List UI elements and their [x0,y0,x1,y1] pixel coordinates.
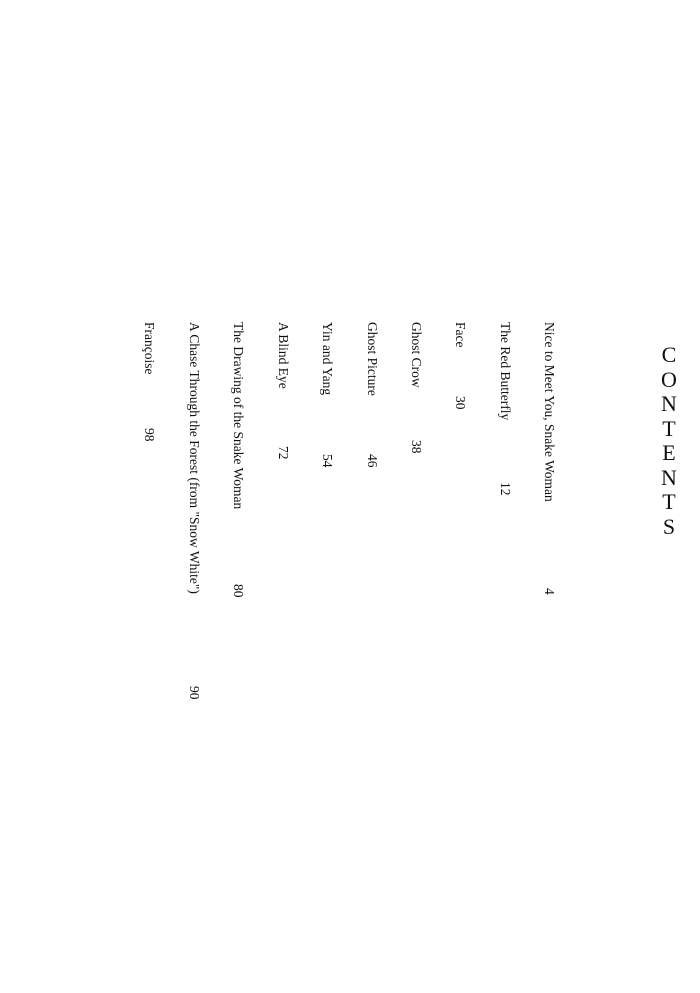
toc-entry-page-number: 12 [498,482,513,496]
toc-entry-page-number: 30 [453,396,468,410]
toc-entry-title: Face [453,322,468,348]
toc-entry-title: The Red Butterfly [498,322,513,421]
toc-entry-title: The Drawing of the Snake Woman [231,322,246,510]
heading-letter: N [661,391,677,416]
toc-entry-title: Ghost Picture [365,322,380,396]
toc-entry-title: A Chase Through the Forest (from "Snow White") [187,322,202,594]
toc-entry-page-number: 38 [409,440,424,454]
toc-entry-page-number: 98 [142,428,157,442]
toc-entry-title: Yin and Yang [320,322,335,396]
heading-letter: C [661,342,677,367]
heading-letter: T [662,415,676,441]
heading-letter: T [662,489,676,514]
contents-heading [656,343,682,539]
toc-entry-page-number: 46 [365,454,380,468]
toc-entry-page-number: 80 [231,584,246,598]
toc-entry-page-number: 72 [276,446,291,460]
toc-entry-title: A Blind Eye [276,322,291,389]
heading-letter: O [661,366,677,392]
heading-letter: N [661,464,677,490]
heading-letter: S [662,513,676,539]
toc-entry-page-number: 54 [320,454,335,468]
toc-entry-page-number: 90 [187,686,202,700]
heading-letter: E [662,440,676,465]
toc-entry-title: Françoise [142,322,157,375]
toc-entry-title: Nice to Meet You, Snake Woman [542,322,557,502]
toc-entry-title: Ghost Crow [409,322,424,388]
toc-entry-page-number: 4 [542,588,557,595]
